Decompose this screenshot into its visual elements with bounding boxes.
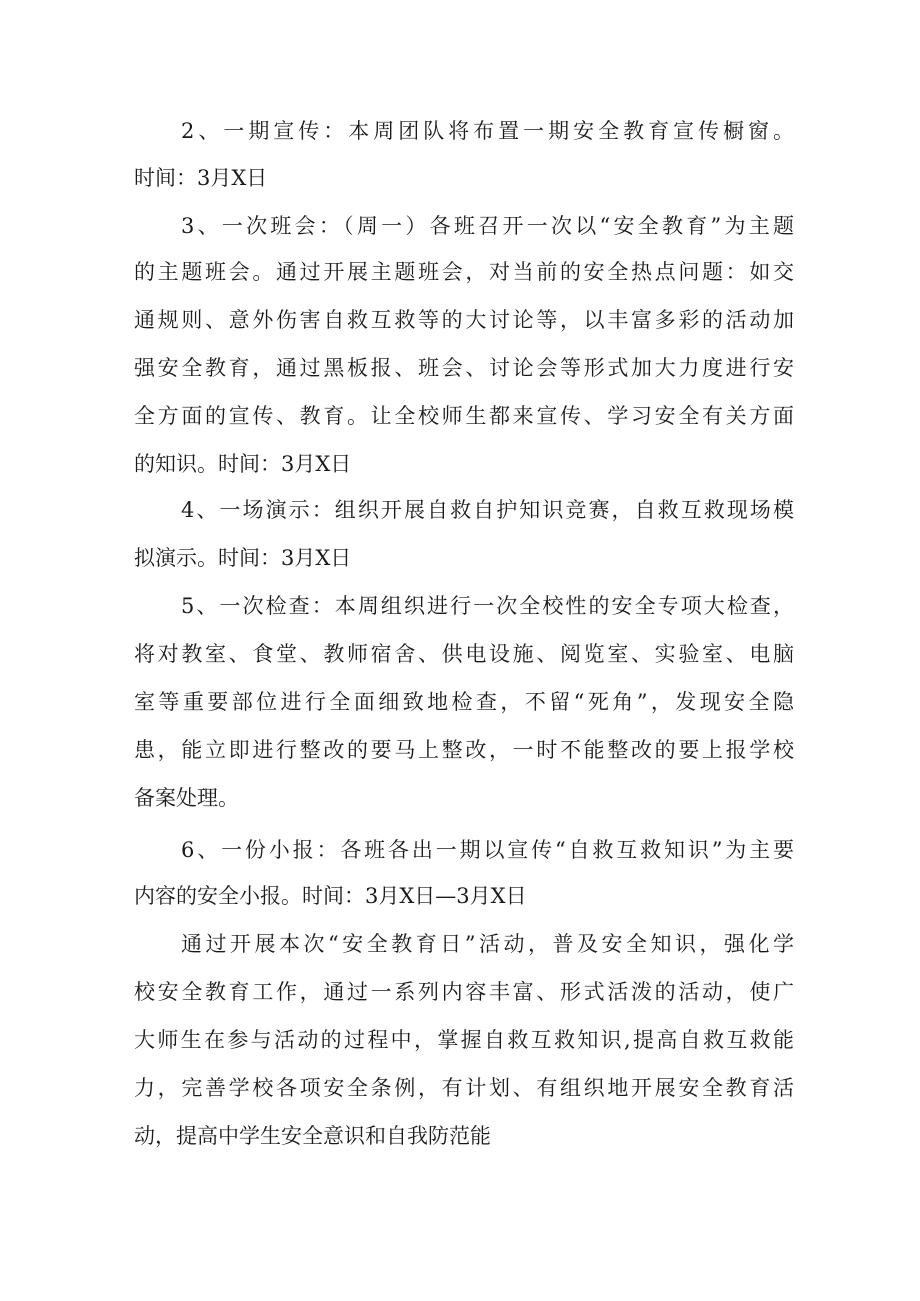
text-line: 强安全教育，通过黑板报、班会、讨论会等形式加大力度进行安 — [134, 356, 794, 380]
text-line: 通规则、意外伤害自救互救等的大讨论等，以丰富多彩的活动加 — [134, 308, 794, 332]
text-line: 动，提高中学生安全意识和自我防范能 — [134, 1124, 491, 1148]
text-line: 5、一次检查：本周组织进行一次全校性的安全专项大检查， — [181, 594, 794, 618]
text-line: 备案处理。 — [134, 786, 239, 810]
text-line: 3、一次班会：（周一）各班召开一次以“安全教育”为主题 — [181, 214, 794, 238]
text-line: 校安全教育工作，通过一系列内容丰富、形式活泼的活动，使广 — [134, 980, 794, 1004]
text-line: 全方面的宣传、教育。让全校师生都来宣传、学习安全有关方面 — [134, 404, 794, 428]
text-line: 通过开展本次“安全教育日”活动，普及安全知识，强化学 — [181, 932, 794, 956]
text-line: 拟演示。时间：3月X日 — [134, 546, 352, 570]
text-line: 的主题班会。通过开展主题班会，对当前的安全热点问题：如交 — [134, 260, 794, 284]
text-line: 的知识。时间：3月X日 — [134, 452, 352, 476]
text-line: 室等重要部位进行全面细致地检查，不留“死角”，发现安全隐 — [134, 690, 794, 714]
text-line: 大师生在参与活动的过程中，掌握自救互救知识,提高自救互救能 — [134, 1028, 794, 1052]
text-line: 将对教室、食堂、教师宿舍、供电设施、阅览室、实验室、电脑 — [134, 642, 794, 666]
text-line: 2、一期宣传：本周团队将布置一期安全教育宣传橱窗。 — [181, 119, 794, 143]
text-line: 时间：3月X日 — [134, 166, 268, 190]
text-line: 6、一份小报：各班各出一期以宣传“自救互救知识”为主要 — [181, 838, 794, 862]
text-line: 力，完善学校各项安全条例，有计划、有组织地开展安全教育活 — [134, 1076, 794, 1100]
text-line: 患，能立即进行整改的要马上整改，一时不能整改的要上报学校 — [134, 738, 794, 762]
text-line: 内容的安全小报。时间：3月X日—3月X日 — [134, 884, 527, 908]
text-line: 4、一场演示：组织开展自救自护知识竞赛，自救互救现场模 — [181, 498, 794, 522]
